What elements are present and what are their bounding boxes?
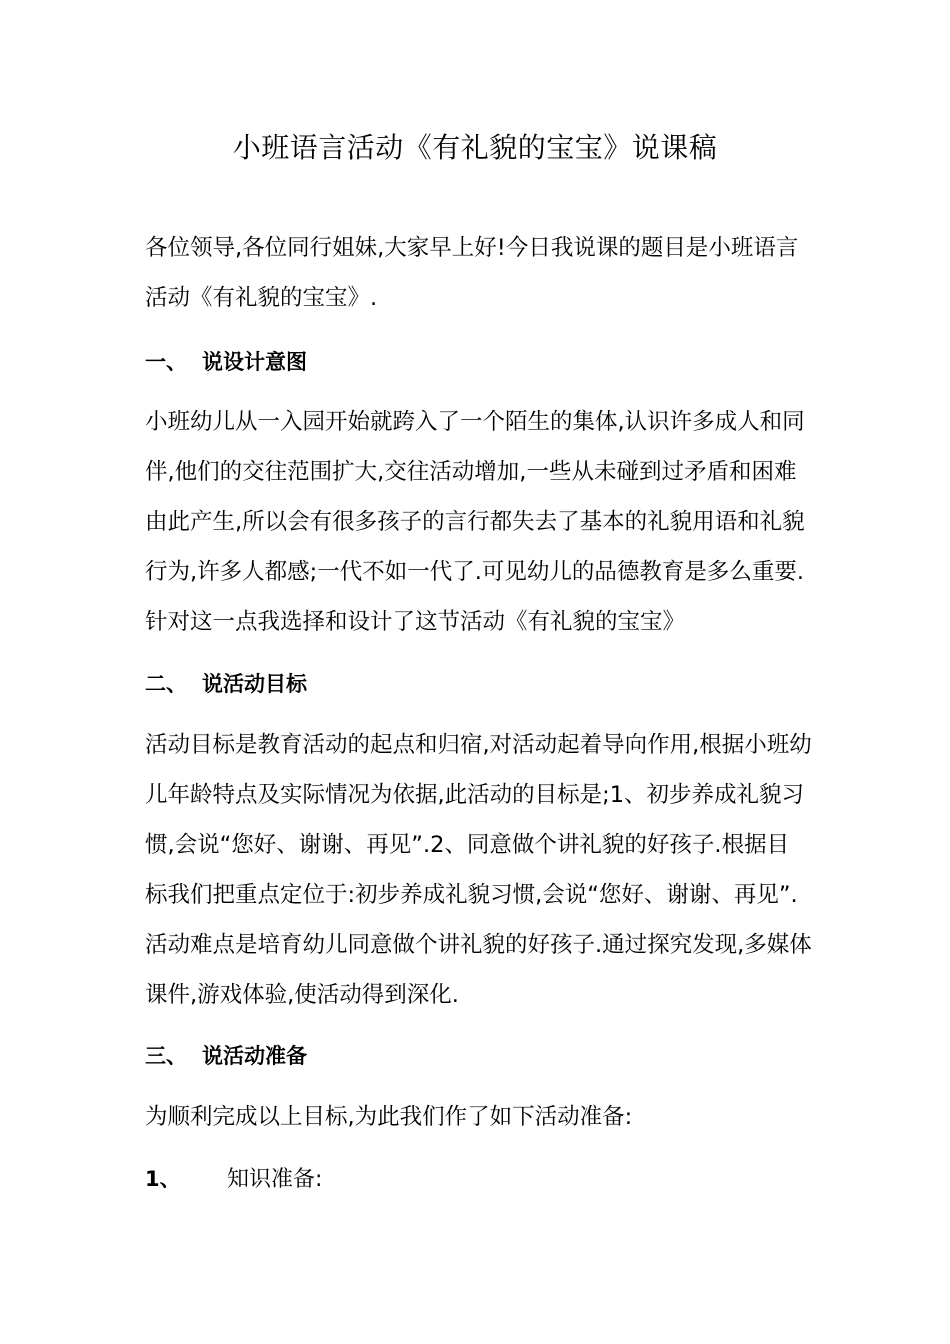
paragraph-line: 行为,许多人都感;一代不如一代了.可见幼儿的品德教育是多么重要. <box>145 559 805 585</box>
paragraph-line: 标我们把重点定位于:初步养成礼貌习惯,会说“您好、谢谢、再见”. <box>145 882 798 908</box>
section-number: 一、 <box>145 350 187 374</box>
intro-line: 各位领导,各位同行姐妹,大家早上好!今日我说课的题目是小班语言 <box>145 235 799 261</box>
paragraph-line: 课件,游戏体验,使活动得到深化. <box>145 982 459 1008</box>
paragraph-line: 儿年龄特点及实际情况为依据,此活动的目标是;1、初步养成礼貌习 <box>145 782 805 808</box>
paragraph-line: 由此产生,所以会有很多孩子的言行都失去了基本的礼貌用语和礼貌 <box>145 509 805 535</box>
section-number: 二、 <box>145 672 187 696</box>
intro-line: 活动《有礼貌的宝宝》. <box>145 285 378 311</box>
paragraph-line: 活动目标是教育活动的起点和归宿,对活动起着导向作用,根据小班幼 <box>145 732 812 758</box>
section-title: 说活动目标 <box>202 672 307 696</box>
paragraph-line: 为顺利完成以上目标,为此我们作了如下活动准备: <box>145 1104 633 1130</box>
section-heading-activity-goals <box>145 664 307 704</box>
paragraph-line: 伴,他们的交往范围扩大,交往活动增加,一些从未碰到过矛盾和困难 <box>145 459 797 485</box>
section-title: 说活动准备 <box>202 1044 307 1068</box>
section-title: 说设计意图 <box>202 350 307 374</box>
subsection-number: 1、 <box>145 1167 181 1191</box>
section-heading-activity-preparation <box>145 1036 307 1076</box>
paragraph-line: 惯,会说“您好、谢谢、再见”.2、同意做个讲礼貌的好孩子.根据目 <box>145 832 790 858</box>
intro-paragraph <box>145 223 825 323</box>
section-heading-design-intent <box>145 342 307 382</box>
paragraph-line: 活动难点是培育幼儿同意做个讲礼貌的好孩子.通过探究发现,多媒体 <box>145 932 812 958</box>
subsection-title: 知识准备: <box>227 1167 323 1192</box>
paragraph-line: 小班幼儿从一入园开始就跨入了一个陌生的集体,认识许多成人和同 <box>145 409 805 435</box>
subsection-heading-knowledge-preparation <box>145 1159 322 1200</box>
document-title: 小班语言活动《有礼貌的宝宝》说课稿 <box>232 131 718 164</box>
activity-goals-paragraph <box>145 720 825 1020</box>
design-intent-paragraph <box>145 397 825 647</box>
activity-preparation-paragraph <box>145 1092 825 1142</box>
paragraph-line: 针对这一点我选择和设计了这节活动《有礼貌的宝宝》 <box>145 609 686 635</box>
section-number: 三、 <box>145 1044 187 1068</box>
